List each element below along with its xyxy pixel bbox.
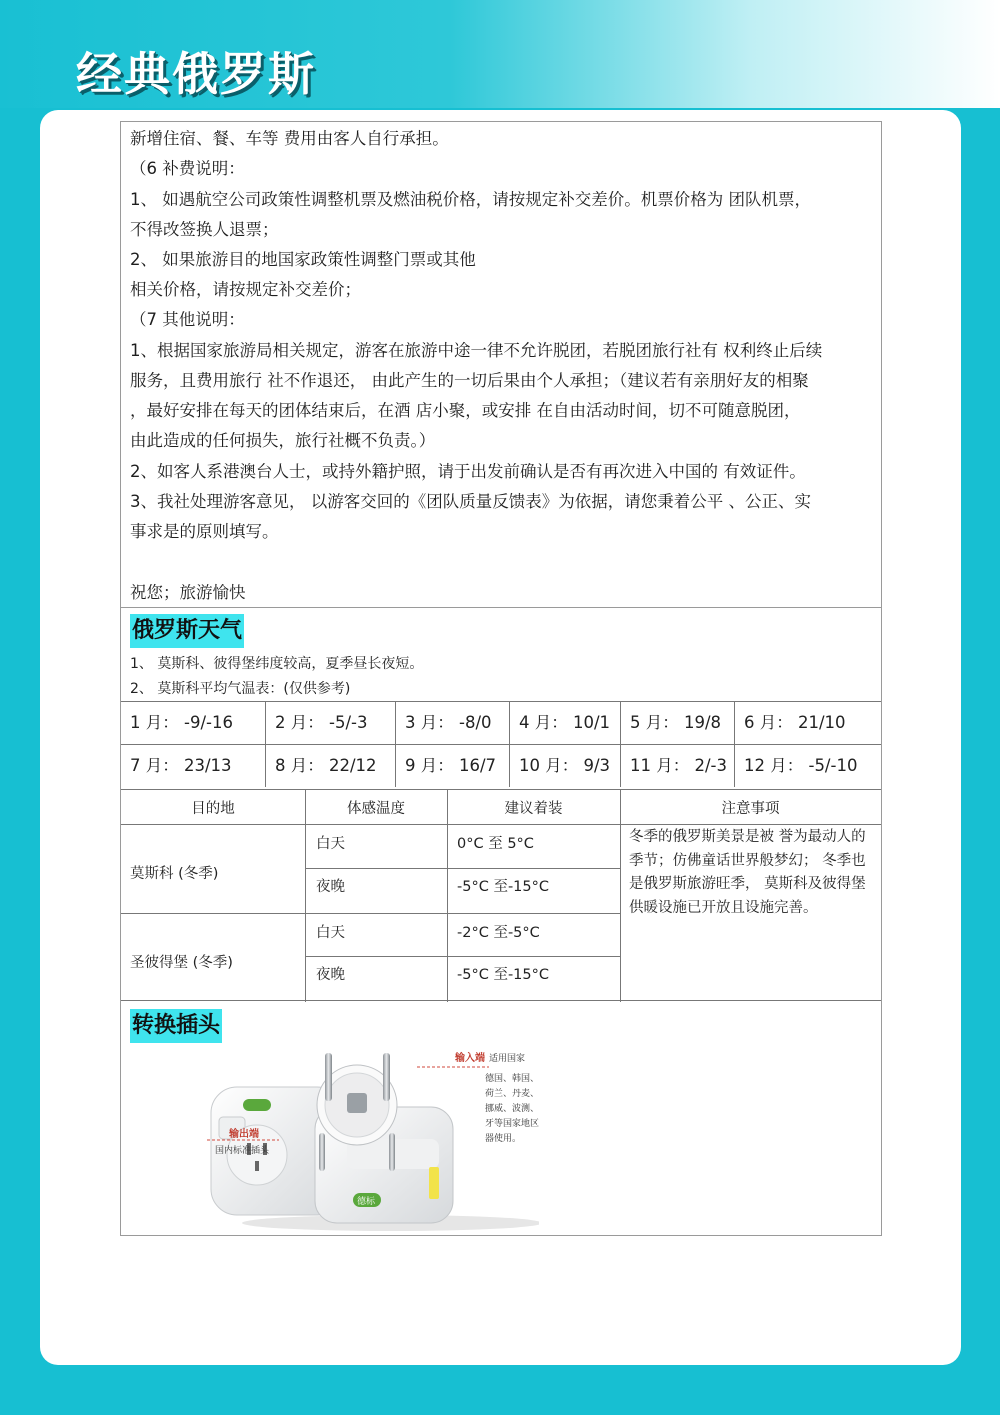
note-line: （7 其他说明： <box>130 310 245 329</box>
header-destination: 目的地 <box>191 801 235 817</box>
callout-output-title: 输出端 <box>229 1129 259 1140</box>
col-divider <box>620 790 621 1002</box>
night-temp: -5°C 至-15°C <box>457 879 549 895</box>
content-frame <box>120 121 882 1236</box>
row-divider <box>305 868 620 869</box>
callout-input-line: 荷兰、丹麦、 <box>485 1089 539 1099</box>
header-notice: 注意事项 <box>721 801 780 817</box>
month-cell: 8 月： 22/12 <box>266 745 396 787</box>
city-st-petersburg: 圣彼得堡 (冬季) <box>130 955 233 971</box>
night-label: 夜晚 <box>316 967 345 983</box>
month-cell: 3 月： -8/0 <box>396 702 510 744</box>
city-moscow: 莫斯科 (冬季) <box>130 866 219 882</box>
note-line: 新增住宿、餐、车等 费用由客人自行承担。 <box>130 129 449 148</box>
page-title: 经典俄罗斯 <box>76 47 316 101</box>
closing-line: 祝您；旅游愉快 <box>130 583 246 602</box>
month-cell: 12 月： -5/-10 <box>744 756 858 775</box>
note-line: 2、如客人系港澳台人士，或持外籍护照，请于出发前确认是否有再次进入中国的 有效证件。 <box>130 462 806 481</box>
month-cell: 1 月： -9/-16 <box>121 702 266 744</box>
callout-input-line: 德国、韩国、 <box>485 1074 539 1084</box>
note-line: 2、 如果旅游目的地国家政策性调整门票或其他 <box>130 250 476 269</box>
weather-line: 2、 莫斯科平均气温表：(仅供参考) <box>130 681 351 697</box>
day-label: 白天 <box>316 836 345 852</box>
note-line: （6 补费说明： <box>130 159 245 178</box>
month-cell: 2 月： -5/-3 <box>266 702 396 744</box>
month-cell: 11 月： 2/-3 <box>621 745 735 787</box>
month-cell: 6 月： 21/10 <box>744 713 846 732</box>
note-line: ，最好安排在每天的团体结束后，在酒 店小聚，或安排 在自由活动时间，切不可随意脱团， <box>130 401 801 420</box>
note-line: 事求是的原则填写。 <box>130 522 279 541</box>
note-line: 相关价格，请按规定补交差价； <box>130 280 361 299</box>
callout-input-subtitle: 适用国家 <box>489 1054 526 1064</box>
note-line: 由此造成的任何损失，旅行社概不负责。） <box>130 431 436 450</box>
plug-badge-text: 德标 <box>357 1197 376 1207</box>
note-line: 3、我社处理游客意见， 以游客交回的《团队质量反馈表》为依据，请您秉着公平 、公正、实 <box>130 492 811 511</box>
note-line: 服务，且费用旅行 社不作退还， 由此产生的一切后果由个人承担；（建议若有亲朋好友的相聚 <box>130 371 809 390</box>
weather-heading: 俄罗斯天气 <box>130 614 244 648</box>
callout-input-line: 器使用。 <box>485 1134 522 1144</box>
row-divider <box>121 824 881 825</box>
callout-input-line: 挪威、波测、 <box>485 1104 539 1114</box>
col-divider <box>305 790 306 1002</box>
month-cell: 9 月： 16/7 <box>396 745 510 787</box>
note-line: 不得改签换人退票； <box>130 220 279 239</box>
notes-section <box>121 122 881 608</box>
plug-adapter-image <box>207 1047 539 1232</box>
notice-text: 冬季的俄罗斯美景是被 誉为最动人的季节；仿佛童话世界般梦幻； 冬季也是俄罗斯旅游旺季， 莫斯科及彼得堡供暖设施已开放且设施完善。 <box>629 829 866 916</box>
note-line: 1、 如遇航空公司政策性调整机票及燃油税价格，请按规定补交差价。机票价格为 团队机票， <box>130 190 811 209</box>
row-divider <box>121 913 620 914</box>
callout-input-line: 牙等国家地区 <box>485 1119 539 1129</box>
header-clothing: 建议着装 <box>504 801 563 817</box>
month-cell: 5 月： 19/8 <box>621 702 735 744</box>
callout-output-subtitle: 国内标准插头 <box>215 1146 270 1156</box>
row-divider <box>305 956 620 957</box>
day-temp: 0°C 至 5°C <box>457 836 534 852</box>
plug-heading: 转换插头 <box>130 1009 222 1043</box>
month-cell: 10 月： 9/3 <box>510 745 621 787</box>
col-divider <box>447 790 448 1002</box>
header-feel-temp: 体感温度 <box>347 801 405 817</box>
night-temp: -5°C 至-15°C <box>457 967 549 983</box>
month-cell: 4 月： 10/1 <box>510 702 621 744</box>
weather-line: 1、 莫斯科、彼得堡纬度较高，夏季昼长夜短。 <box>130 656 424 672</box>
clothing-advice-table <box>121 789 881 1001</box>
day-label: 白天 <box>316 925 345 941</box>
callout-input-title: 输入端 <box>455 1053 485 1064</box>
month-cell: 7 月： 23/13 <box>121 745 266 787</box>
monthly-temperature-table <box>121 701 881 789</box>
note-line: 1、根据国家旅游局相关规定，游客在旅游中途一律不允许脱团，若脱团旅行社有 权利终止后续 <box>130 341 823 360</box>
day-temp: -2°C 至-5°C <box>457 925 540 941</box>
night-label: 夜晚 <box>316 879 345 895</box>
